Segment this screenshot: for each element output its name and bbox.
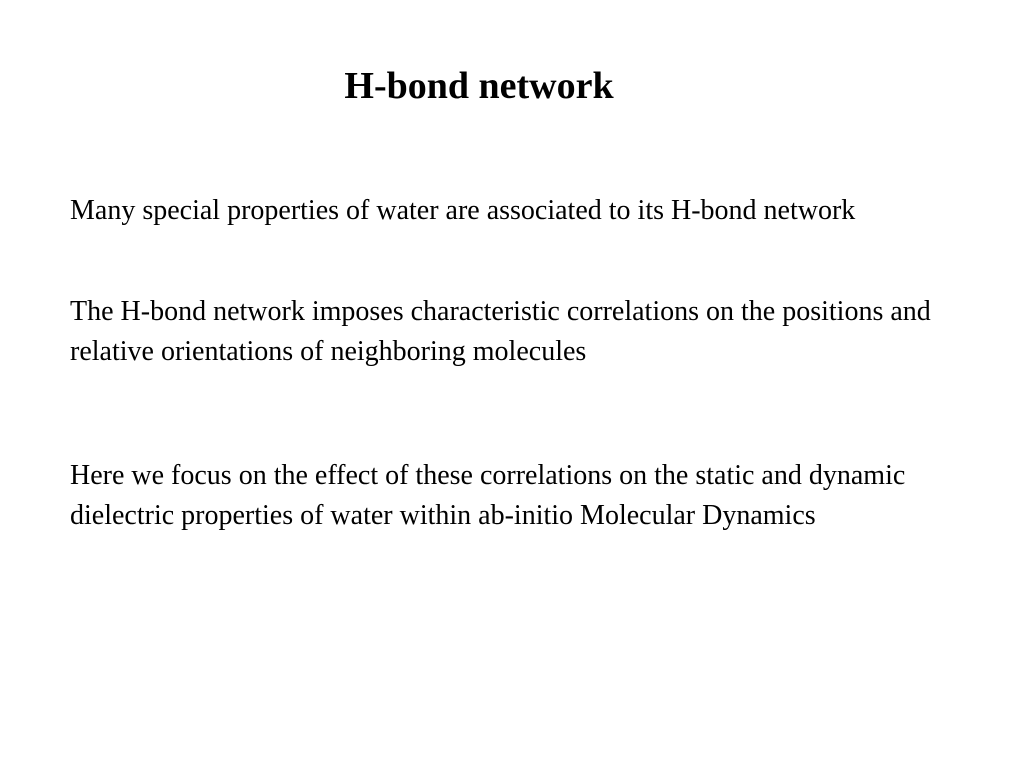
paragraph-3: Here we focus on the effect of these correlations on the static and dynamic dielectric properties of water within ab-initio Molecular Dynamics [70,460,906,531]
paragraph-1: Many special properties of water are associated to its H-bond network [70,195,856,226]
paragraph-2: The H-bond network imposes characteristic correlations on the positions and relative orientations of neighboring molecules [70,296,931,367]
slide-title: H-bond network [344,65,614,107]
